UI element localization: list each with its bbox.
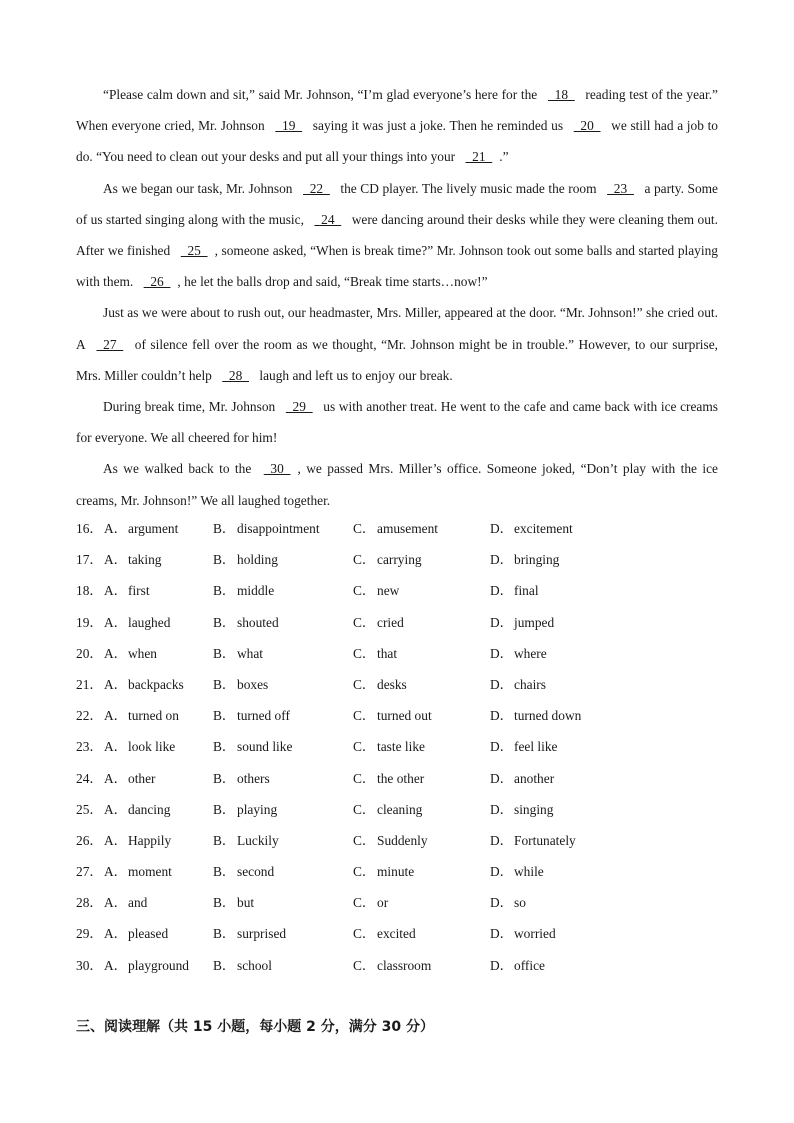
blank-27: 27 <box>96 336 124 352</box>
cloze-passage <box>76 79 718 516</box>
blank-29: 29 <box>285 399 313 415</box>
option-letter: B． <box>213 895 236 911</box>
option-letter: A． <box>104 552 128 568</box>
option-letter: C． <box>353 708 376 724</box>
option-letter: A． <box>104 832 128 848</box>
blank-22: 22 <box>303 180 330 196</box>
option-text: holding <box>237 552 278 568</box>
option-text: surprised <box>237 926 287 942</box>
option-text: first <box>128 583 150 599</box>
option-letter: D． <box>490 583 514 599</box>
option-text: other <box>128 770 156 786</box>
option-text: amusement <box>377 521 438 536</box>
option-letter: D． <box>490 708 514 724</box>
option-a[interactable] <box>104 950 189 981</box>
answer-options-list <box>76 513 736 981</box>
option-d[interactable] <box>490 918 556 949</box>
option-d[interactable] <box>490 700 581 731</box>
option-c[interactable] <box>353 513 438 544</box>
option-text: desks <box>377 676 407 692</box>
passage-paragraph: During break time, Mr. Johnson 29 us with another treat. He went to the cafe and came back with ice creams for everyone. We all cheered for him! <box>76 391 718 453</box>
option-letter: C． <box>353 864 376 880</box>
option-b[interactable] <box>213 794 277 825</box>
option-c[interactable] <box>353 856 414 887</box>
option-text: that <box>377 645 398 661</box>
question-number: 17． <box>76 552 103 568</box>
option-letter: B． <box>213 957 236 973</box>
option-c[interactable] <box>353 794 422 825</box>
question-row <box>76 513 736 544</box>
option-letter: D． <box>490 895 514 911</box>
option-letter: B． <box>213 708 236 724</box>
option-letter: D． <box>490 801 514 817</box>
option-letter: D． <box>490 864 514 880</box>
option-text: when <box>128 645 158 661</box>
option-letter: C． <box>353 552 376 568</box>
option-text: bringing <box>514 552 560 568</box>
question-number: 29． <box>76 926 103 942</box>
option-text: disappointment <box>237 521 320 536</box>
option-letter: B． <box>213 676 236 692</box>
question-row <box>76 700 736 731</box>
option-letter: D． <box>490 521 514 536</box>
option-text: Happily <box>128 832 172 848</box>
question-row <box>76 918 736 949</box>
question-number: 28． <box>76 895 103 911</box>
option-c[interactable] <box>353 575 399 606</box>
option-d[interactable] <box>490 825 576 856</box>
option-letter: A． <box>104 864 128 880</box>
option-text: worried <box>514 926 556 942</box>
option-a[interactable] <box>104 918 168 949</box>
option-text: excited <box>377 926 416 942</box>
option-b[interactable] <box>213 918 286 949</box>
option-a[interactable] <box>104 887 147 918</box>
option-text: shouted <box>237 614 279 630</box>
option-b[interactable] <box>213 513 320 544</box>
option-letter: B． <box>213 770 236 786</box>
blank-26: 26 <box>143 274 171 290</box>
option-c[interactable] <box>353 950 431 981</box>
question-row <box>76 763 736 794</box>
option-letter: D． <box>490 614 514 630</box>
option-text: office <box>514 957 545 973</box>
option-letter: D． <box>490 552 514 568</box>
question-number: 19． <box>76 614 103 630</box>
option-b[interactable] <box>213 638 263 669</box>
option-text: feel like <box>514 739 558 755</box>
blank-19: 19 <box>275 118 303 134</box>
option-text: sound like <box>237 739 293 755</box>
option-letter: A． <box>104 708 128 724</box>
question-number: 22． <box>76 708 103 724</box>
option-b[interactable] <box>213 575 274 606</box>
question-row <box>76 794 736 825</box>
option-letter: A． <box>104 739 128 755</box>
question-number: 16． <box>76 521 103 536</box>
option-text: taste like <box>377 739 425 755</box>
passage-paragraph: As we walked back to the 30 , we passed Mrs. Miller’s office. Someone joked, “Don’t play with the ice creams, Mr. Johnson!” We all laughed together. <box>76 453 718 515</box>
option-text: Fortunately <box>514 832 576 848</box>
option-d[interactable] <box>490 856 544 887</box>
blank-30: 30 <box>263 461 291 477</box>
option-text: turned down <box>514 708 582 724</box>
option-a[interactable] <box>104 700 179 731</box>
question-row <box>76 575 736 606</box>
option-a[interactable] <box>104 669 184 700</box>
section-title: 三、阅读理解（共 15 小题，每小题 2 分，满分 30 分） <box>76 1019 434 1035</box>
blank-23: 23 <box>607 180 634 196</box>
blank-28: 28 <box>222 367 250 383</box>
option-letter: B． <box>213 739 236 755</box>
option-letter: B． <box>213 614 236 630</box>
option-b[interactable] <box>213 607 279 638</box>
option-letter: A． <box>104 583 128 599</box>
option-b[interactable] <box>213 669 268 700</box>
question-row <box>76 856 736 887</box>
option-text: the other <box>377 770 425 786</box>
option-text: while <box>514 864 544 880</box>
blank-25: 25 <box>180 243 208 259</box>
option-letter: C． <box>353 645 376 661</box>
option-b[interactable] <box>213 887 254 918</box>
option-text: taking <box>128 552 162 568</box>
option-d[interactable] <box>490 950 545 981</box>
blank-21: 21 <box>465 149 493 165</box>
option-text: backpacks <box>128 676 184 692</box>
option-text: laughed <box>128 614 171 630</box>
option-d[interactable] <box>490 763 554 794</box>
option-letter: B． <box>213 583 236 599</box>
option-letter: A． <box>104 645 128 661</box>
option-text: classroom <box>377 957 432 973</box>
option-text: where <box>514 645 547 661</box>
option-d[interactable] <box>490 638 547 669</box>
question-number: 21． <box>76 676 103 692</box>
question-number: 26． <box>76 832 103 848</box>
option-b[interactable] <box>213 763 270 794</box>
option-letter: A． <box>104 926 128 942</box>
option-b[interactable] <box>213 700 290 731</box>
option-letter: B． <box>213 801 236 817</box>
option-letter: D． <box>490 832 514 848</box>
option-d[interactable] <box>490 887 526 918</box>
option-b[interactable] <box>213 544 278 575</box>
question-number: 25． <box>76 801 103 817</box>
option-letter: D． <box>490 957 514 973</box>
option-letter: B． <box>213 926 236 942</box>
option-a[interactable] <box>104 607 170 638</box>
option-text: carrying <box>377 552 422 568</box>
option-text: argument <box>128 521 179 536</box>
option-d[interactable] <box>490 544 559 575</box>
option-a[interactable] <box>104 513 178 544</box>
option-text: others <box>237 770 270 786</box>
option-text: or <box>377 895 389 911</box>
option-letter: C． <box>353 957 376 973</box>
option-text: look like <box>128 739 176 755</box>
option-text: school <box>237 957 272 973</box>
question-number: 20． <box>76 645 103 661</box>
option-text: second <box>237 864 275 880</box>
option-letter: B． <box>213 645 236 661</box>
option-text: but <box>237 895 255 911</box>
option-a[interactable] <box>104 544 161 575</box>
option-a[interactable] <box>104 825 171 856</box>
option-c[interactable] <box>353 918 416 949</box>
option-text: Suddenly <box>377 832 428 848</box>
question-row <box>76 544 736 575</box>
question-row <box>76 887 736 918</box>
option-letter: C． <box>353 926 376 942</box>
option-a[interactable] <box>104 794 170 825</box>
option-text: jumped <box>514 614 555 630</box>
question-number: 24． <box>76 770 103 786</box>
option-c[interactable] <box>353 700 432 731</box>
option-c[interactable] <box>353 669 407 700</box>
option-c[interactable] <box>353 763 424 794</box>
option-letter: A． <box>104 957 128 973</box>
option-text: final <box>514 583 539 599</box>
option-c[interactable] <box>353 544 422 575</box>
option-letter: A． <box>104 614 128 630</box>
option-letter: C． <box>353 676 376 692</box>
option-letter: C． <box>353 801 376 817</box>
option-a[interactable] <box>104 638 157 669</box>
option-d[interactable] <box>490 607 554 638</box>
option-c[interactable] <box>353 731 425 762</box>
option-letter: D． <box>490 739 514 755</box>
option-d[interactable] <box>490 794 553 825</box>
option-d[interactable] <box>490 513 573 544</box>
option-a[interactable] <box>104 575 150 606</box>
question-number: 18． <box>76 583 103 599</box>
option-a[interactable] <box>104 763 156 794</box>
option-c[interactable] <box>353 607 404 638</box>
option-text: minute <box>377 864 415 880</box>
option-text: what <box>237 645 264 661</box>
question-row <box>76 669 736 700</box>
option-letter: C． <box>353 739 376 755</box>
option-text: new <box>377 583 400 599</box>
passage-paragraph: “Please calm down and sit,” said Mr. Johnson, “I’m glad everyone’s here for the 18 reading test of the year.” When everyone cried, Mr. Johnson 19 saying it was just a joke. Then he reminded us 20 we still had a job to do. “You need to clean out your desks and put all your things into your 21 .” <box>76 79 718 173</box>
option-b[interactable] <box>213 731 292 762</box>
option-text: turned off <box>237 708 290 724</box>
option-text: chairs <box>514 676 546 692</box>
option-d[interactable] <box>490 575 539 606</box>
question-row <box>76 731 736 762</box>
option-letter: A． <box>104 770 128 786</box>
option-letter: A． <box>104 521 128 536</box>
question-row <box>76 825 736 856</box>
question-number: 30． <box>76 957 103 973</box>
blank-18: 18 <box>547 87 575 102</box>
option-c[interactable] <box>353 638 397 669</box>
option-c[interactable] <box>353 887 388 918</box>
option-b[interactable] <box>213 950 272 981</box>
option-letter: B． <box>213 832 236 848</box>
option-letter: B． <box>213 521 236 536</box>
question-row <box>76 607 736 638</box>
option-text: excitement <box>514 521 573 536</box>
option-text: singing <box>514 801 554 817</box>
option-text: Luckily <box>237 832 279 848</box>
option-letter: C． <box>353 832 376 848</box>
option-letter: C． <box>353 770 376 786</box>
question-number: 23． <box>76 739 103 755</box>
option-letter: A． <box>104 801 128 817</box>
option-letter: D． <box>490 770 514 786</box>
option-text: turned on <box>128 708 179 724</box>
option-letter: D． <box>490 645 514 661</box>
blank-24: 24 <box>314 211 342 227</box>
option-text: playground <box>128 957 189 973</box>
option-c[interactable] <box>353 825 428 856</box>
question-number: 27． <box>76 864 103 880</box>
option-b[interactable] <box>213 856 274 887</box>
option-letter: A． <box>104 895 128 911</box>
option-letter: B． <box>213 864 236 880</box>
option-text: so <box>514 895 526 911</box>
option-letter: D． <box>490 926 514 942</box>
option-text: another <box>514 770 555 786</box>
option-text: and <box>128 895 148 911</box>
question-row <box>76 638 736 669</box>
option-text: dancing <box>128 801 171 817</box>
option-letter: C． <box>353 895 376 911</box>
option-letter: C． <box>353 614 376 630</box>
option-text: boxes <box>237 676 269 692</box>
option-text: moment <box>128 864 172 880</box>
passage-paragraph: Just as we were about to rush out, our headmaster, Mrs. Miller, appeared at the door. “Mr. Johnson!” she cried out. A 27 of silence fell over the room as we thought, “Mr. Johnson might be in trouble.” However, to our surprise, Mrs. Miller couldn’t help 28 laugh and left us to enjoy our break. <box>76 297 718 391</box>
option-d[interactable] <box>490 669 546 700</box>
option-text: cleaning <box>377 801 423 817</box>
option-text: turned out <box>377 708 432 724</box>
option-text: pleased <box>128 926 169 942</box>
option-text: playing <box>237 801 278 817</box>
option-a[interactable] <box>104 856 172 887</box>
option-text: middle <box>237 583 275 599</box>
passage-paragraph: As we began our task, Mr. Johnson 22 the CD player. The lively music made the room 23 a party. Some of us started singing along with the music, 24 were dancing around their desks while they were cleaning them out. After we finished 25 , someone asked, “When is break time?” Mr. Johnson took out some balls and started playing with them. 26 , he let the balls drop and said, “Break time starts…now!” <box>76 173 718 298</box>
option-b[interactable] <box>213 825 279 856</box>
option-letter: B． <box>213 552 236 568</box>
option-letter: D． <box>490 676 514 692</box>
option-letter: C． <box>353 583 376 599</box>
option-letter: C． <box>353 521 376 536</box>
option-letter: A． <box>104 676 128 692</box>
option-text: cried <box>377 614 404 630</box>
question-row <box>76 950 736 981</box>
blank-20: 20 <box>573 118 601 134</box>
option-a[interactable] <box>104 731 175 762</box>
option-d[interactable] <box>490 731 558 762</box>
